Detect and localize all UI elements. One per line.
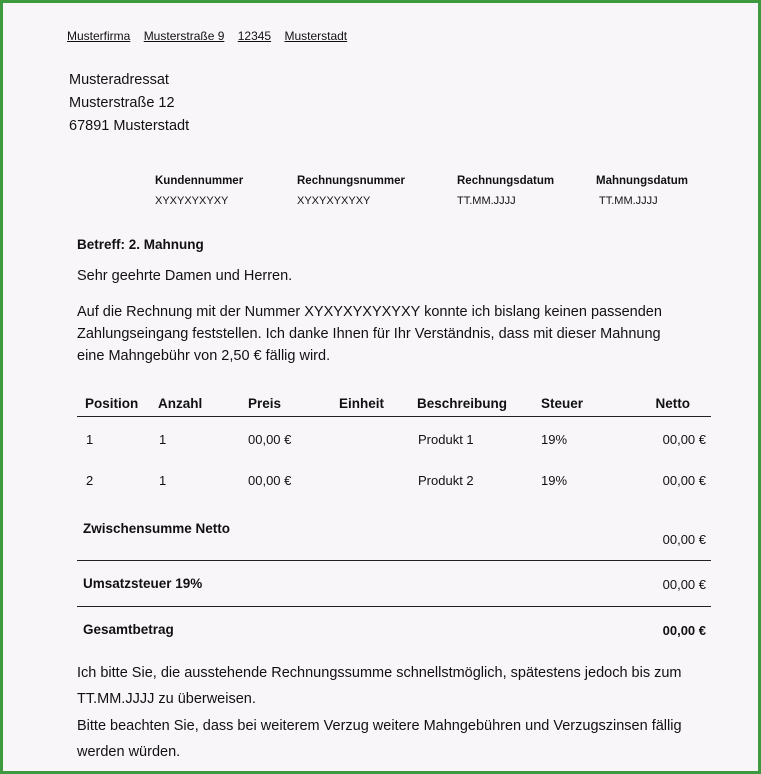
closing-line-1: Ich bitte Sie, die ausstehende Rechnungssumme schnellstmöglich, spätestens jedoch bis zum xyxy=(77,665,682,681)
col-header-description: Beschreibung xyxy=(417,396,508,411)
row-price: 00,00 € xyxy=(248,432,292,447)
row-net: 00,00 € xyxy=(662,473,706,488)
greeting: Sehr geehrte Damen und Herren. xyxy=(77,268,293,284)
total-value: 00,00 € xyxy=(662,623,706,638)
sender-city: Musterstadt xyxy=(284,29,348,43)
recipient-city: 67891 Musterstadt xyxy=(69,118,190,134)
vat-label: Umsatzsteuer 19% xyxy=(83,576,203,591)
col-header-position: Position xyxy=(85,396,139,411)
meta-header-reminder-date: Mahnungsdatum xyxy=(596,175,688,187)
col-header-quantity: Anzahl xyxy=(158,396,203,411)
closing-line-2: TT.MM.JJJJ zu überweisen. xyxy=(77,691,256,707)
row-description: Produkt 1 xyxy=(418,432,474,447)
meta-value-reminder-date: TT.MM.JJJJ xyxy=(599,195,658,207)
col-header-tax: Steuer xyxy=(541,396,584,411)
recipient-street: Musterstraße 12 xyxy=(69,95,175,111)
table-header-rule xyxy=(77,416,711,417)
vat-value: 00,00 € xyxy=(662,577,706,592)
closing-line-4: werden würden. xyxy=(77,744,181,760)
subtotal-rule xyxy=(77,560,711,561)
row-position: 2 xyxy=(86,473,94,488)
row-position: 1 xyxy=(86,432,94,447)
subtotal-value: 00,00 € xyxy=(662,532,706,547)
col-header-price: Preis xyxy=(248,396,282,411)
meta-value-invoice-date: TT.MM.JJJJ xyxy=(457,195,516,207)
row-tax: 19% xyxy=(541,473,568,488)
row-quantity: 1 xyxy=(159,432,167,447)
meta-header-invoice-number: Rechnungsnummer xyxy=(297,175,405,187)
col-header-unit: Einheit xyxy=(339,396,385,411)
row-price: 00,00 € xyxy=(248,473,292,488)
meta-header-customer-number: Kundennummer xyxy=(155,175,244,187)
vat-rule xyxy=(77,606,711,607)
row-net: 00,00 € xyxy=(662,432,706,447)
sender-company: Musterfirma xyxy=(67,29,131,43)
meta-header-invoice-date: Rechnungsdatum xyxy=(457,175,555,187)
sender-zip: 12345 xyxy=(237,29,272,43)
subject-line: Betreff: 2. Mahnung xyxy=(77,237,204,252)
row-description: Produkt 2 xyxy=(418,473,474,488)
subtotal-label: Zwischensumme Netto xyxy=(83,521,231,536)
sender-line xyxy=(67,29,357,43)
total-label: Gesamtbetrag xyxy=(83,622,174,637)
meta-value-invoice-number: XYXYXYXYXY xyxy=(297,195,371,207)
intro-line-3: eine Mahngebühr von 2,50 € fällig wird. xyxy=(77,348,331,364)
row-quantity: 1 xyxy=(159,473,167,488)
intro-line-2: Zahlungseingang feststellen. Ich danke Ihnen für Ihr Verständnis, dass mit dieser Mahnung xyxy=(77,326,661,342)
closing-line-3: Bitte beachten Sie, dass bei weiterem Verzug weitere Mahngebühren und Verzugszinsen fällig xyxy=(77,718,682,734)
col-header-net: Netto xyxy=(655,396,690,411)
meta-value-customer-number: XYXYXYXYXY xyxy=(155,195,229,207)
row-tax: 19% xyxy=(541,432,568,447)
sender-street: Musterstraße 9 xyxy=(143,29,225,43)
intro-line-1: Auf die Rechnung mit der Nummer XYXYXYXYXYXY konnte ich bislang keinen passenden xyxy=(77,304,662,320)
recipient-name: Musteradressat xyxy=(69,72,169,88)
